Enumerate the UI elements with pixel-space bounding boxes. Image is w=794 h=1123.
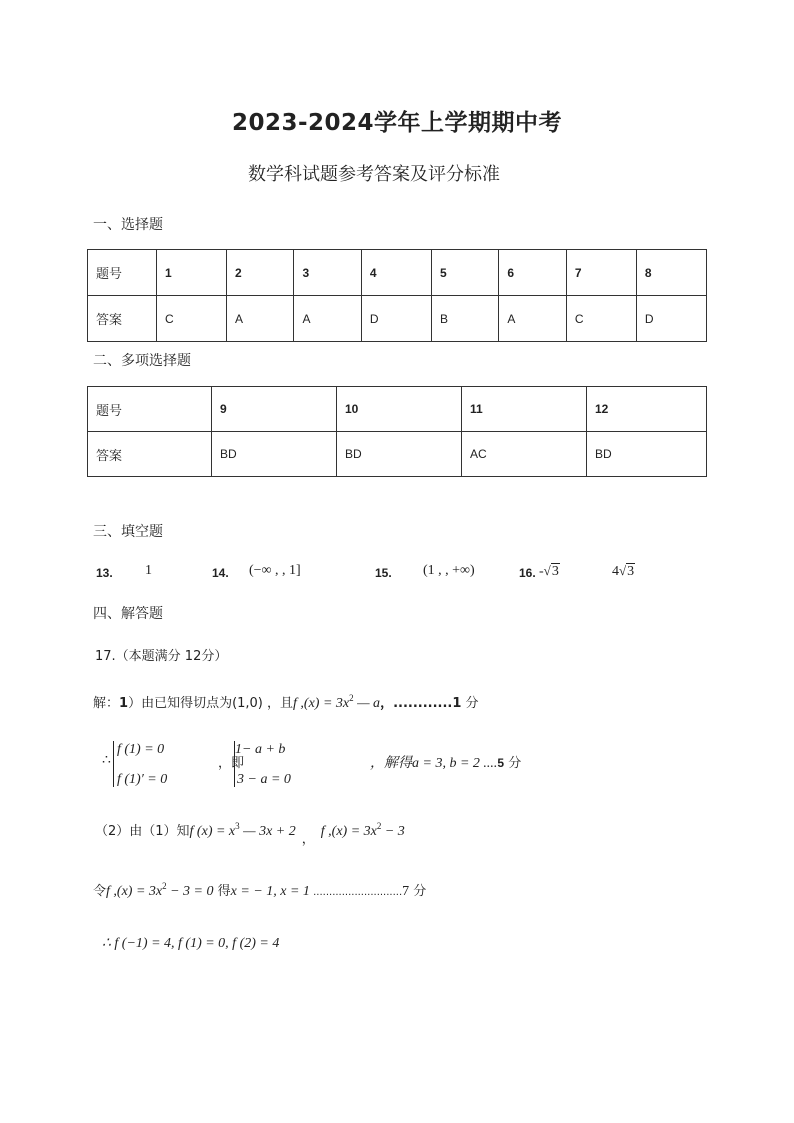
- section-heading-multi-choice: 二、多项选择题: [93, 353, 191, 369]
- fill-answer: (−∞ , , 1]: [249, 563, 301, 578]
- sqrt-radicand: 3: [551, 564, 559, 579]
- question-number: 6: [499, 250, 566, 296]
- math-expression: f ,(x) = 3x: [293, 696, 350, 711]
- system-equation: 1− a + b: [235, 742, 286, 757]
- page-title: 2023-2024学年上学期期中考: [231, 110, 563, 136]
- fill-answer: (1 , , +∞): [423, 563, 475, 578]
- answer-cell: BD: [212, 432, 337, 477]
- sqrt-radicand: 3: [627, 564, 635, 579]
- math-exponent: 2: [162, 881, 167, 891]
- math-expression: f ,(x) = 3x: [106, 884, 163, 899]
- answer-cell: D: [361, 296, 431, 342]
- math-exponent: 3: [235, 821, 240, 831]
- score-unit: 分: [409, 884, 427, 899]
- score-unit: 分: [461, 696, 479, 711]
- math-expression: f ,(x) = 3x: [320, 824, 377, 839]
- math-expression: — a: [353, 696, 381, 711]
- table-row-label: 答案: [88, 432, 212, 477]
- answer-cell: AC: [462, 432, 587, 477]
- question-number: 7: [566, 250, 636, 296]
- fill-answer: [612, 563, 635, 580]
- math-exponent: 2: [349, 693, 354, 703]
- section-heading-solve: 四、解答题: [93, 606, 163, 622]
- answer-cell: A: [294, 296, 361, 342]
- solution-text: 得: [213, 884, 231, 899]
- solution-prefix: 解：: [93, 696, 120, 711]
- question-number: 5: [431, 250, 498, 296]
- sqrt-icon: √: [543, 563, 551, 578]
- question-number: 3: [294, 250, 361, 296]
- solution-line-2-result: [370, 752, 521, 772]
- fill-question-label: 15.: [375, 566, 392, 580]
- table-row-label: 答案: [88, 296, 157, 342]
- question-number: 4: [361, 250, 431, 296]
- answer-cell: C: [566, 296, 636, 342]
- math-expression: − 3 = 0: [166, 884, 214, 899]
- math-expression: — 3x + 2: [239, 824, 296, 839]
- solution-line-1: [93, 692, 479, 712]
- math-expression: x = − 1, x = 1: [230, 884, 310, 899]
- math-expression: − 3: [381, 824, 405, 839]
- page-subtitle: 数学科试题参考答案及评分标准: [248, 164, 500, 185]
- score-unit: 分: [504, 756, 522, 771]
- answer-cell: D: [636, 296, 706, 342]
- solution-step-number: 1: [119, 696, 129, 711]
- math-expression: f (x) = x: [189, 824, 236, 839]
- question-number: 2: [227, 250, 294, 296]
- separator: ，: [301, 832, 315, 847]
- answer-cell: A: [499, 296, 566, 342]
- score-value: 7: [402, 884, 410, 899]
- solution-text: （2）由（1）知: [95, 824, 190, 839]
- table-row-label: 题号: [88, 387, 212, 432]
- solution-line-5: ∴ f (−1) = 4, f (1) = 0, f (2) = 4: [102, 936, 280, 951]
- question-number: 9: [212, 387, 337, 432]
- question-number: 10: [337, 387, 462, 432]
- fill-answer-part: -: [539, 564, 544, 579]
- system-equation: f (1)′ = 0: [117, 772, 168, 787]
- question-number: 1: [157, 250, 227, 296]
- answer-cell: C: [157, 296, 227, 342]
- question-17-header: 17.（本题满分 12分）: [95, 649, 228, 664]
- score-value: 1: [452, 696, 462, 711]
- answer-cell: BD: [337, 432, 462, 477]
- answer-cell: A: [227, 296, 294, 342]
- system-equation: f (1) = 0: [117, 742, 165, 757]
- score-leader-dots: ............................: [309, 887, 403, 898]
- solution-text: ）由已知得切点为(1,0) ，且: [128, 696, 294, 711]
- fill-answer: 1: [145, 563, 152, 578]
- question-number: 12: [587, 387, 707, 432]
- system-equation: 3 − a = 0: [237, 772, 291, 787]
- therefore-symbol: ∴: [102, 753, 111, 768]
- answer-cell: BD: [587, 432, 707, 477]
- answer-table-multi-choice: [87, 386, 707, 477]
- solution-line-3: [95, 820, 405, 847]
- fill-question-label: 13.: [96, 566, 113, 580]
- section-heading-fill-blank: 三、填空题: [93, 524, 163, 540]
- fill-question-label: 14.: [212, 566, 229, 580]
- table-row-label: 题号: [88, 250, 157, 296]
- score-leader-dots: ，............: [380, 696, 453, 711]
- question-number: 11: [462, 387, 587, 432]
- solution-line-4: [93, 880, 426, 900]
- solution-text: 令: [93, 884, 107, 899]
- section-heading-single-choice: 一、选择题: [93, 217, 163, 233]
- math-expression: ，解得a = 3, b = 2 ....: [370, 756, 498, 771]
- solution-text: ，即: [218, 756, 245, 771]
- sqrt-icon: √: [619, 563, 627, 578]
- answer-cell: B: [431, 296, 498, 342]
- fill-question-label: 16.: [519, 566, 536, 580]
- answer-table-single-choice: [87, 249, 707, 342]
- fill-answer-part: 4: [612, 564, 619, 579]
- fill-answer: [539, 563, 560, 580]
- question-number: 8: [636, 250, 706, 296]
- math-exponent: 2: [376, 821, 382, 831]
- score-value: 5: [497, 756, 505, 770]
